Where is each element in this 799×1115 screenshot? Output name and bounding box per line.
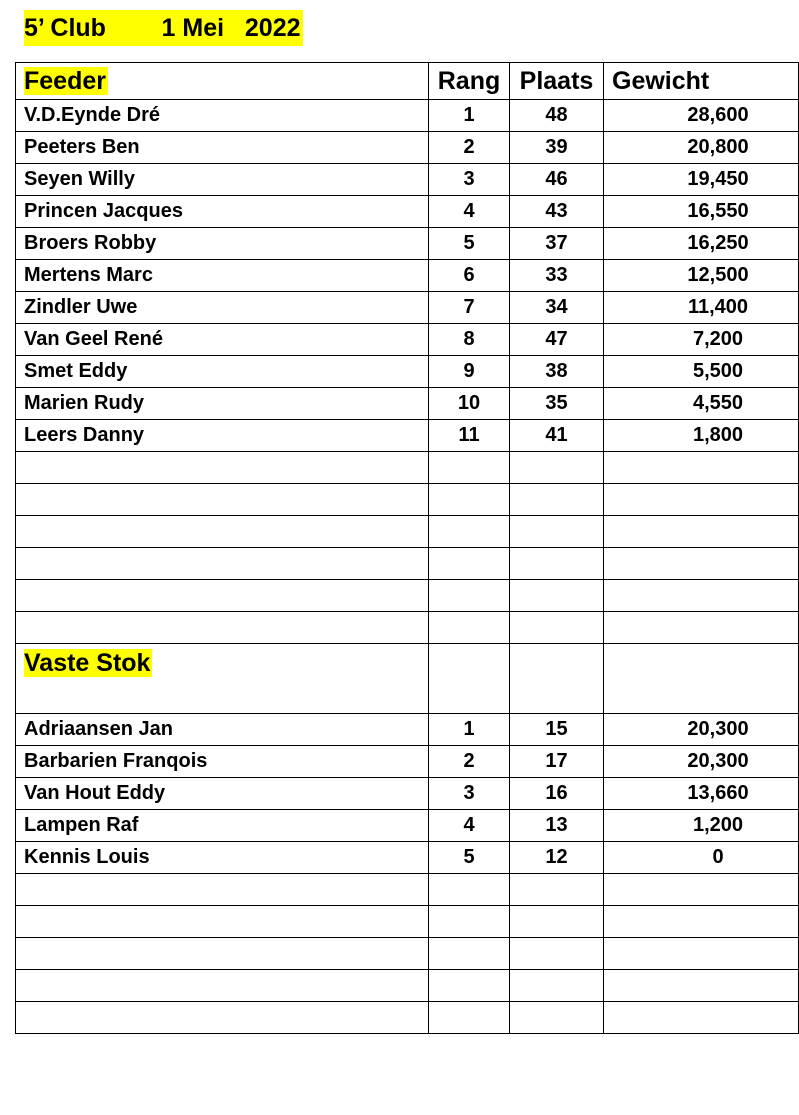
- angler-name: Peeters Ben: [16, 132, 429, 164]
- empty-row: [16, 1002, 799, 1034]
- empty-cell: [429, 484, 510, 516]
- gewicht-cell: [604, 388, 799, 420]
- plaats-cell: 12: [510, 842, 604, 874]
- empty-cell: [429, 580, 510, 612]
- rang-cell: 9: [429, 356, 510, 388]
- empty-cell: [429, 874, 510, 906]
- table-row: [16, 164, 799, 196]
- angler-name: Van Hout Eddy: [16, 778, 429, 810]
- empty-cell: [16, 1002, 429, 1034]
- table-row: [16, 714, 799, 746]
- header-gewicht-label: Gewicht: [612, 66, 710, 95]
- empty-cell: [604, 644, 799, 683]
- rang-cell: 11: [429, 420, 510, 452]
- rang-cell: 5: [429, 228, 510, 260]
- table-row: [16, 260, 799, 292]
- gewicht-cell: [604, 196, 799, 228]
- empty-row: [16, 580, 799, 612]
- gewicht-cell: [604, 746, 799, 778]
- plaats-cell: 17: [510, 746, 604, 778]
- empty-cell: [429, 452, 510, 484]
- gewicht-cell-value: 11,400: [687, 296, 749, 318]
- empty-cell: [16, 612, 429, 644]
- empty-cell: [604, 906, 799, 938]
- empty-row: [16, 682, 799, 714]
- gewicht-cell-value: 19,450: [687, 168, 749, 190]
- empty-cell: [604, 452, 799, 484]
- plaats-cell: 35: [510, 388, 604, 420]
- empty-cell: [510, 580, 604, 612]
- table-row: [16, 778, 799, 810]
- rang-cell: 6: [429, 260, 510, 292]
- table-row: [16, 100, 799, 132]
- plaats-cell: 37: [510, 228, 604, 260]
- empty-cell: [16, 938, 429, 970]
- empty-cell: [429, 612, 510, 644]
- empty-cell: [16, 906, 429, 938]
- gewicht-cell: [604, 292, 799, 324]
- empty-cell: [510, 938, 604, 970]
- section-title-vaste-stok: Vaste Stok: [24, 648, 151, 677]
- gewicht-cell-value: 1,800: [692, 424, 744, 446]
- gewicht-cell: [604, 132, 799, 164]
- empty-cell: [604, 874, 799, 906]
- empty-cell: [16, 484, 429, 516]
- empty-cell: [16, 548, 429, 580]
- gewicht-cell: [604, 778, 799, 810]
- header-section-cell: [16, 63, 429, 100]
- rang-cell: 2: [429, 746, 510, 778]
- table-row: [16, 388, 799, 420]
- gewicht-cell-value: 12,500: [687, 264, 749, 286]
- empty-cell: [604, 938, 799, 970]
- empty-cell: [429, 906, 510, 938]
- empty-cell: [429, 1002, 510, 1034]
- gewicht-cell-value: 20,300: [687, 750, 749, 772]
- empty-cell: [429, 516, 510, 548]
- empty-cell: [604, 484, 799, 516]
- plaats-cell: 46: [510, 164, 604, 196]
- header-plaats-label: Plaats: [519, 66, 594, 95]
- angler-name: Barbarien Franqois: [16, 746, 429, 778]
- empty-cell: [16, 970, 429, 1002]
- gewicht-cell: [604, 260, 799, 292]
- plaats-cell: 38: [510, 356, 604, 388]
- plaats-cell: 48: [510, 100, 604, 132]
- empty-cell: [604, 516, 799, 548]
- gewicht-cell-value: 7,200: [692, 328, 744, 350]
- empty-cell: [604, 1002, 799, 1034]
- gewicht-cell-value: 20,300: [687, 718, 749, 740]
- empty-row: [16, 970, 799, 1002]
- gewicht-cell: [604, 810, 799, 842]
- empty-cell: [510, 452, 604, 484]
- gewicht-cell: [604, 324, 799, 356]
- empty-cell: [510, 612, 604, 644]
- plaats-cell: 47: [510, 324, 604, 356]
- angler-name: Princen Jacques: [16, 196, 429, 228]
- plaats-cell: 16: [510, 778, 604, 810]
- plaats-cell: 34: [510, 292, 604, 324]
- table-row: [16, 196, 799, 228]
- gewicht-cell-value: 28,600: [687, 104, 749, 126]
- rang-cell: 5: [429, 842, 510, 874]
- plaats-cell: 41: [510, 420, 604, 452]
- gewicht-cell: [604, 714, 799, 746]
- header-rang: [429, 63, 510, 100]
- empty-cell: [510, 1002, 604, 1034]
- gewicht-cell: [604, 164, 799, 196]
- section-row-vaste-stok: [16, 644, 799, 683]
- plaats-cell: 43: [510, 196, 604, 228]
- page-title: 5’ Club 1 Mei 2022: [24, 10, 303, 46]
- empty-row: [16, 906, 799, 938]
- empty-row: [16, 874, 799, 906]
- gewicht-cell-value: 16,250: [687, 232, 749, 254]
- rang-cell: 10: [429, 388, 510, 420]
- angler-name: Leers Danny: [16, 420, 429, 452]
- empty-row: [16, 548, 799, 580]
- gewicht-cell: [604, 842, 799, 874]
- plaats-cell: 15: [510, 714, 604, 746]
- table-row: [16, 132, 799, 164]
- angler-name: Broers Robby: [16, 228, 429, 260]
- empty-cell: [429, 548, 510, 580]
- empty-cell: [604, 580, 799, 612]
- angler-name: Mertens Marc: [16, 260, 429, 292]
- empty-row: [16, 484, 799, 516]
- rang-cell: 1: [429, 100, 510, 132]
- gewicht-cell-value: 0: [712, 846, 724, 868]
- angler-name: Smet Eddy: [16, 356, 429, 388]
- gewicht-cell: [604, 228, 799, 260]
- rang-cell: 4: [429, 196, 510, 228]
- empty-row: [16, 938, 799, 970]
- empty-cell: [510, 644, 604, 683]
- angler-name: Seyen Willy: [16, 164, 429, 196]
- header-row: [16, 63, 799, 100]
- plaats-cell: 33: [510, 260, 604, 292]
- empty-cell: [510, 548, 604, 580]
- empty-cell: [429, 644, 510, 683]
- empty-cell: [16, 452, 429, 484]
- gewicht-cell-value: 13,660: [687, 782, 749, 804]
- rang-cell: 3: [429, 778, 510, 810]
- table-row: [16, 228, 799, 260]
- empty-cell: [16, 874, 429, 906]
- angler-name: Kennis Louis: [16, 842, 429, 874]
- angler-name: Adriaansen Jan: [16, 714, 429, 746]
- empty-cell: [16, 580, 429, 612]
- gewicht-cell-value: 1,200: [692, 814, 744, 836]
- empty-cell: [604, 548, 799, 580]
- gewicht-cell-value: 4,550: [692, 392, 744, 414]
- rang-cell: 3: [429, 164, 510, 196]
- table-row: [16, 292, 799, 324]
- empty-cell: [429, 682, 510, 714]
- rang-cell: 4: [429, 810, 510, 842]
- empty-cell: [429, 970, 510, 1002]
- plaats-cell: 13: [510, 810, 604, 842]
- table-row: [16, 810, 799, 842]
- angler-name: Zindler Uwe: [16, 292, 429, 324]
- table-row: [16, 746, 799, 778]
- gewicht-cell: [604, 356, 799, 388]
- empty-cell: [510, 516, 604, 548]
- empty-cell: [16, 682, 429, 714]
- empty-cell: [510, 682, 604, 714]
- rang-cell: 1: [429, 714, 510, 746]
- empty-cell: [604, 612, 799, 644]
- empty-cell: [510, 906, 604, 938]
- gewicht-cell: [604, 420, 799, 452]
- table-row: [16, 356, 799, 388]
- header-plaats: [510, 63, 604, 100]
- empty-cell: [510, 970, 604, 1002]
- header-gewicht: [604, 63, 799, 100]
- rang-cell: 7: [429, 292, 510, 324]
- empty-cell: [510, 874, 604, 906]
- results-table: [15, 62, 799, 1034]
- angler-name: Marien Rudy: [16, 388, 429, 420]
- section-cell: [16, 644, 429, 683]
- gewicht-cell: [604, 100, 799, 132]
- table-row: [16, 324, 799, 356]
- empty-row: [16, 452, 799, 484]
- empty-cell: [429, 938, 510, 970]
- gewicht-cell-value: 20,800: [687, 136, 749, 158]
- empty-cell: [510, 484, 604, 516]
- gewicht-cell-value: 16,550: [687, 200, 749, 222]
- table-row: [16, 842, 799, 874]
- empty-cell: [16, 516, 429, 548]
- rang-cell: 2: [429, 132, 510, 164]
- angler-name: V.D.Eynde Dré: [16, 100, 429, 132]
- section-title-feeder: Feeder: [24, 66, 106, 95]
- empty-cell: [604, 682, 799, 714]
- empty-row: [16, 612, 799, 644]
- plaats-cell: 39: [510, 132, 604, 164]
- rang-cell: 8: [429, 324, 510, 356]
- empty-row: [16, 516, 799, 548]
- angler-name: Van Geel René: [16, 324, 429, 356]
- results-table-body: [16, 63, 799, 1034]
- angler-name: Lampen Raf: [16, 810, 429, 842]
- gewicht-cell-value: 5,500: [692, 360, 744, 382]
- table-row: [16, 420, 799, 452]
- header-rang-label: Rang: [437, 66, 501, 95]
- empty-cell: [604, 970, 799, 1002]
